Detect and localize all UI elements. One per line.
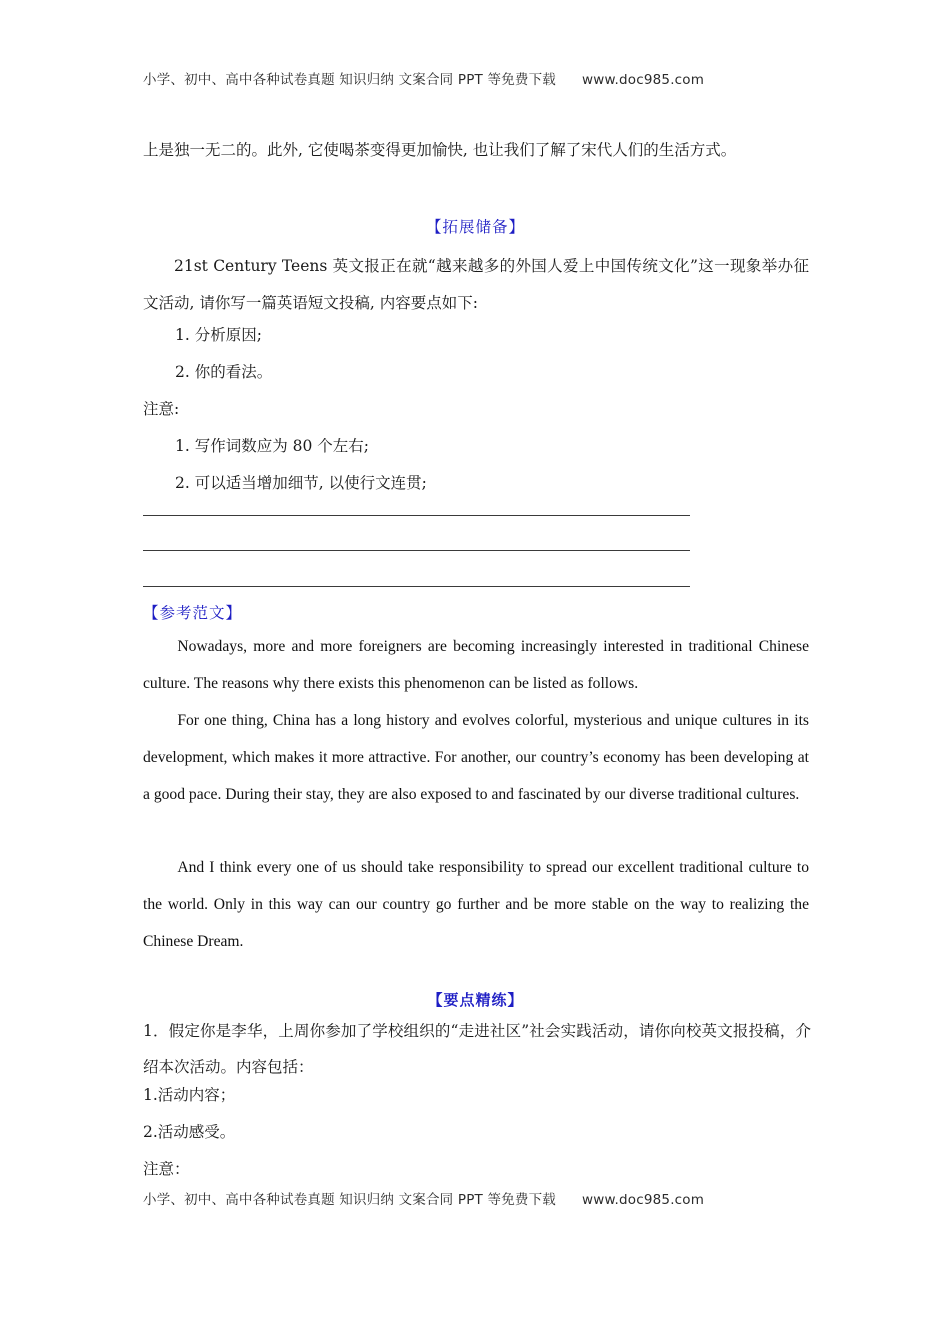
expansion-note-1: 1. 写作词数应为 80 个左右; — [175, 437, 370, 455]
answer-rule-1 — [143, 515, 690, 516]
expansion-point-2: 2. 你的看法。 — [175, 363, 273, 381]
header-promo-text: 小学、初中、高中各种试卷真题 知识归纳 文案合同 PPT 等免费下载 — [143, 72, 556, 88]
section-heading-practice: 【要点精练】 — [427, 991, 524, 1009]
section-heading-model-essay: 【参考范文】 — [143, 604, 243, 622]
footer-website-url: www.doc985.com — [582, 1192, 705, 1208]
answer-rule-2 — [143, 550, 690, 551]
header-website-url: www.doc985.com — [582, 72, 705, 88]
footer-promo-text: 小学、初中、高中各种试卷真题 知识归纳 文案合同 PPT 等免费下载 — [143, 1192, 556, 1208]
expansion-prompt: 21st Century Teens 英文报正在就“越来越多的外国人爱上中国传统文化”这一现象举办征文活动, 请你写一篇英语短文投稿, 内容要点如下: — [143, 257, 809, 312]
model-essay-paragraph-3: And I think every one of us should take responsibility to spread our excellent traditional culture to the world. Only in this way can our country go further and be more stable on the way to realizing the Chinese Dream. — [143, 859, 809, 950]
expansion-notes-label: 注意: — [143, 400, 180, 418]
answer-rule-3 — [143, 586, 690, 587]
practice-point-1: 1.活动内容； — [143, 1086, 236, 1104]
expansion-note-2: 2. 可以适当增加细节, 以使行文连贯; — [175, 474, 427, 492]
model-essay-paragraph-2: For one thing, China has a long history and evolves colorful, mysterious and unique cultures in its development, which makes it more attractive. For another, our country’s economy has been developing at a good pace. During their stay, they are also exposed to and fascinated by our diverse traditional cultures. — [143, 712, 809, 803]
practice-question-1: 1．假定你是李华，上周你参加了学校组织的“走进社区”社会实践活动，请你向校英文报投稿，介绍本次活动。内容包括： — [143, 1022, 811, 1076]
practice-notes-label: 注意： — [143, 1160, 190, 1178]
page-footer — [143, 1188, 808, 1208]
page-header — [143, 68, 808, 88]
section-heading-expansion: 【拓展储备】 — [425, 218, 525, 236]
practice-point-2: 2.活动感受。 — [143, 1123, 236, 1141]
continued-sentence: 上是独一无二的。此外, 它使喝茶变得更加愉快, 也让我们了解了宋代人们的生活方式。 — [143, 141, 737, 159]
model-essay-paragraph-1: Nowadays, more and more foreigners are becoming increasingly interested in traditional Chinese culture. The reasons why there exists this phenomenon can be listed as follows. — [143, 638, 809, 692]
expansion-point-1: 1. 分析原因; — [175, 326, 262, 344]
